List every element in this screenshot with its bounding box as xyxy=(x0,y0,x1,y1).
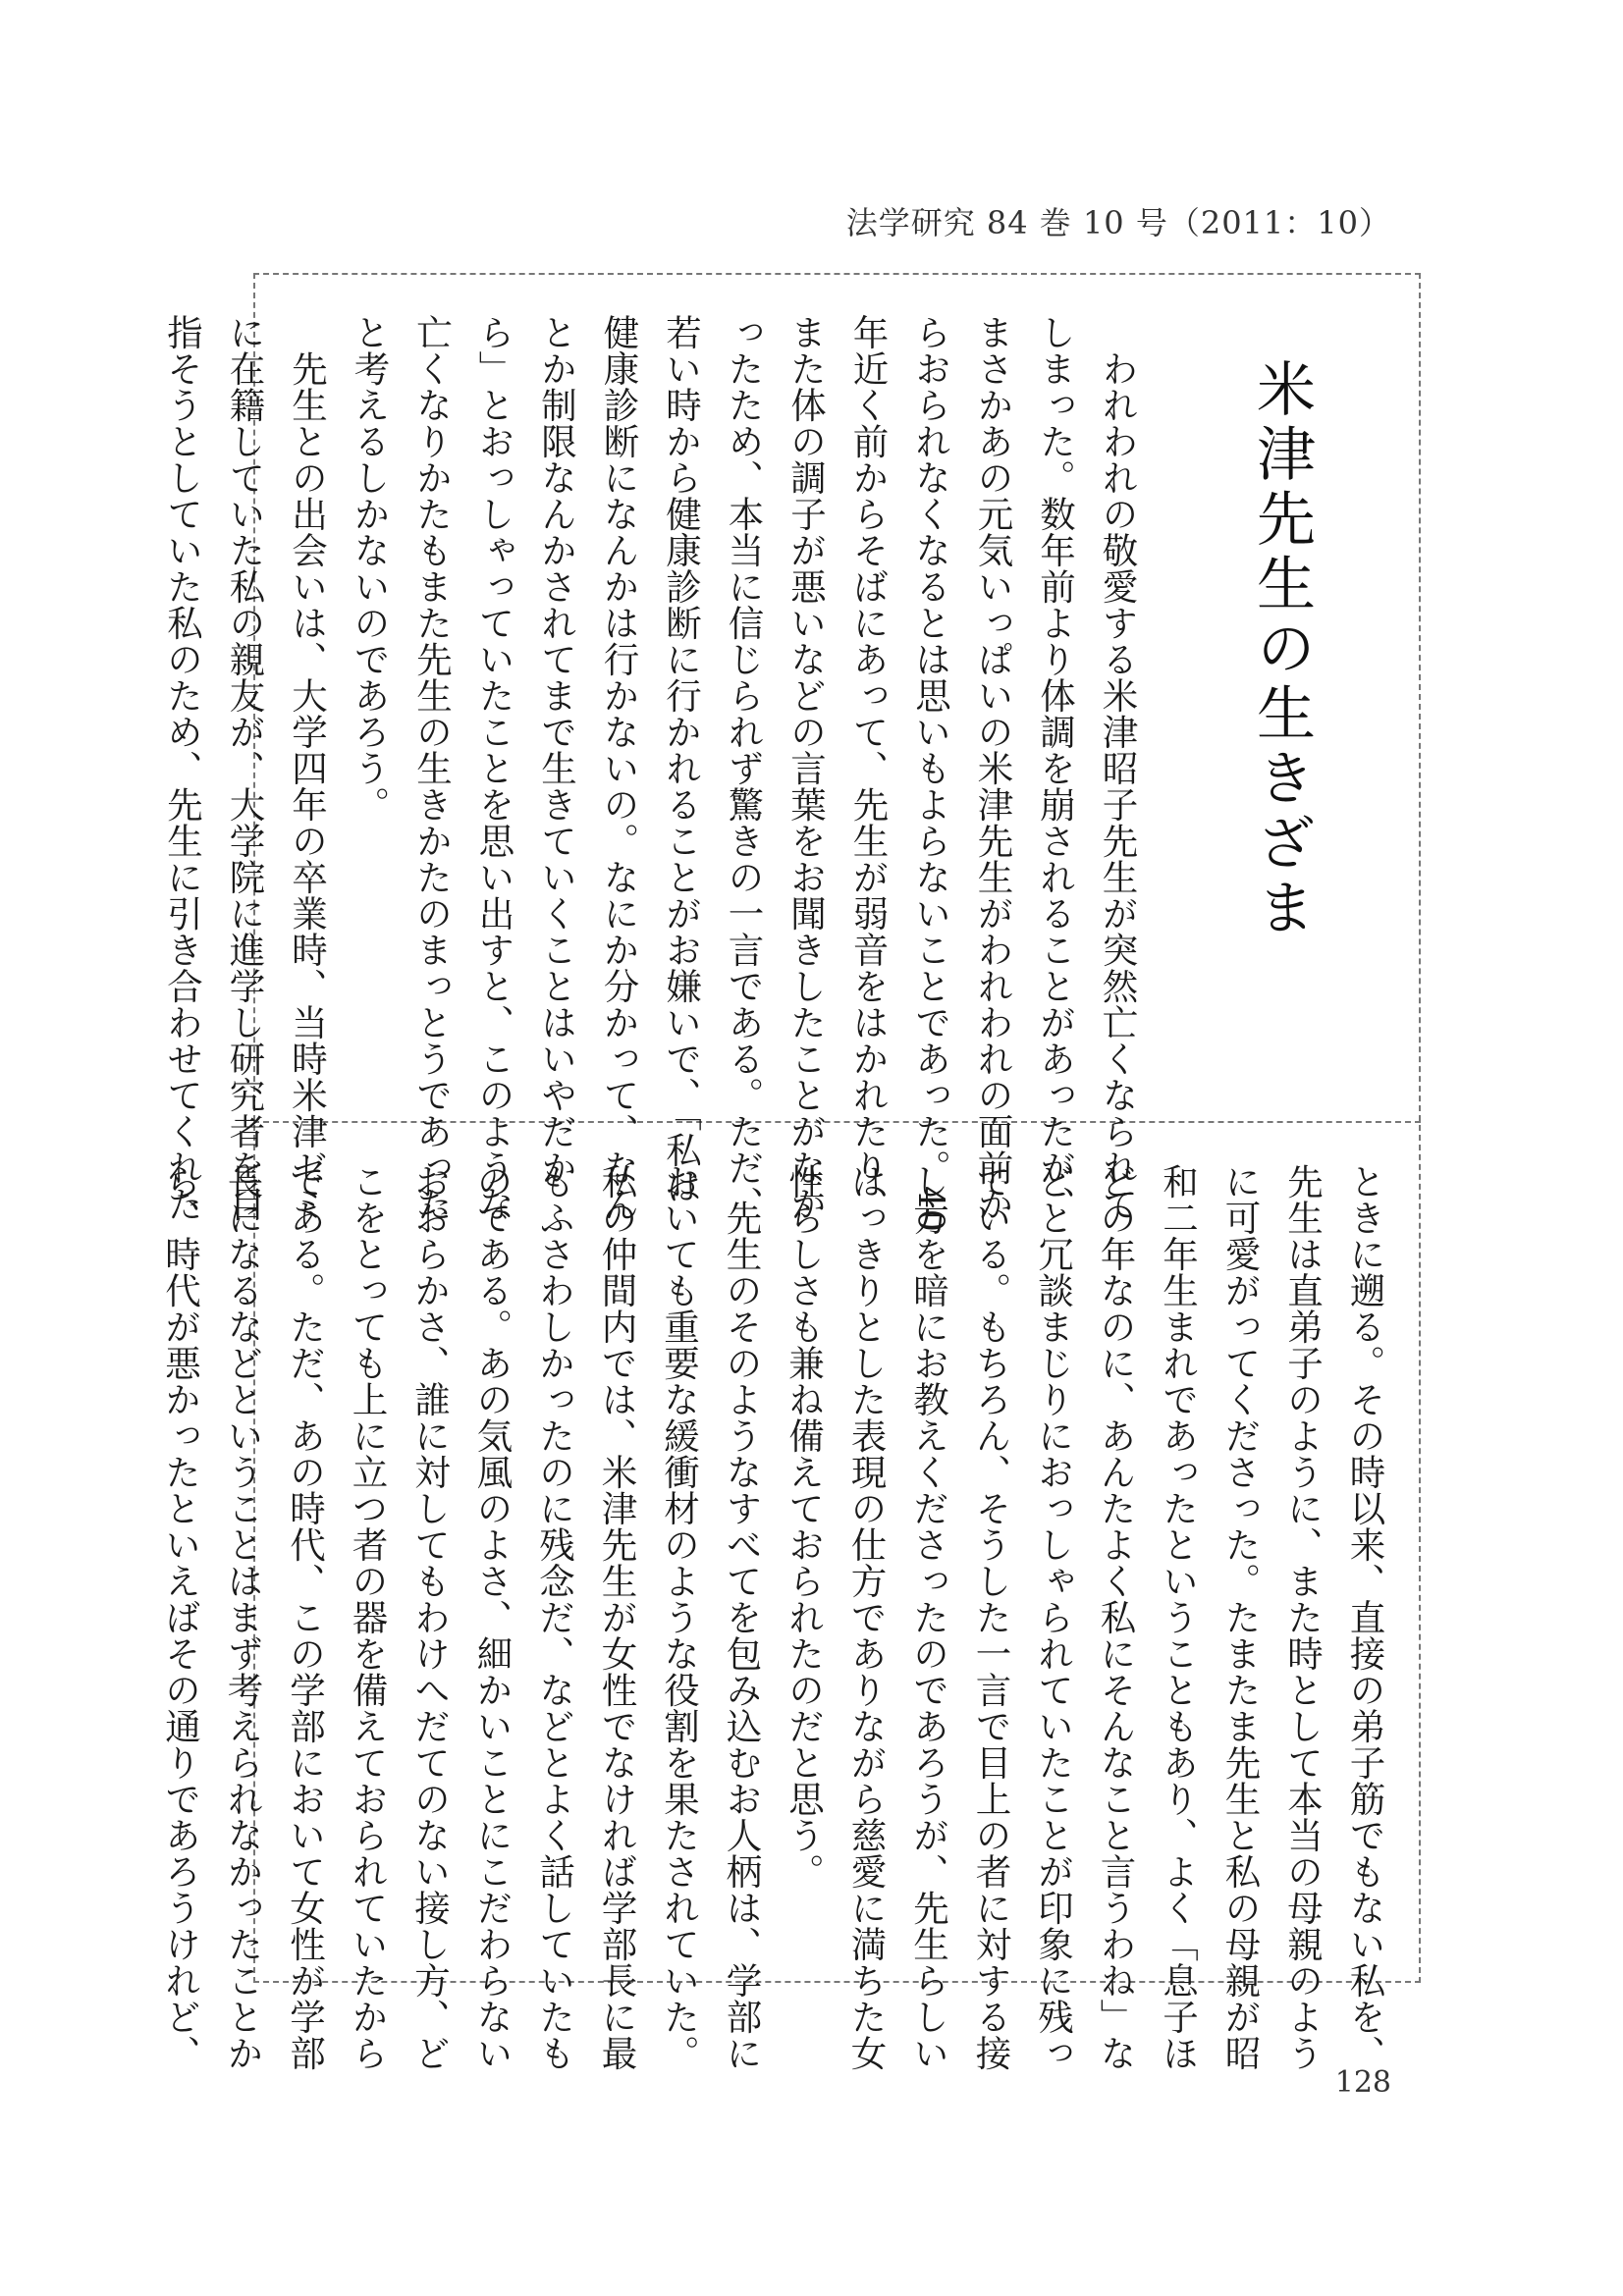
text-column: どと冗談まじりにおっしゃられていたことが印象に残っ xyxy=(1032,1163,1075,2071)
text-column: ときに遡る。その時以来、直接の弟子筋でもない私を、 xyxy=(1344,1163,1386,2071)
lower-text-block xyxy=(159,1163,1396,2071)
text-column: まさかあの元気いっぱいの米津先生がわれわれの面前か xyxy=(972,314,1014,1222)
text-column: である。ただ、あの時代、この学部において女性が学部 xyxy=(284,1163,327,2071)
text-column: また体の調子が悪いなどの言葉をお聞きしたことがなか xyxy=(784,314,828,1222)
text-column: こをとっても上に立つ者の器を備えておられていたから xyxy=(347,1163,389,2071)
text-column: 指そうとしていた私のため、先生に引き合わせてくれた xyxy=(161,314,204,1222)
running-header: 法学研究 84 巻 10 号（2011：10） xyxy=(845,204,1391,241)
text-column: 性らしさも兼ね備えておられたのだと思う。 xyxy=(783,1163,826,1890)
text-column: 若い時から健康診断に行かれることがお嫌いで、「私は xyxy=(660,314,703,1204)
text-column: しまった。数年前より体調を崩されることがあったが、 xyxy=(1034,314,1077,1222)
text-column: 先生は直弟子のように、また時として本当の母親のよう xyxy=(1281,1163,1325,2071)
text-column: のである。あの気風のよさ、細かいことにこだわらない xyxy=(471,1163,514,2071)
text-column: 亡くなりかたもまた先生の生きかたのまっとうであった xyxy=(410,314,454,1222)
text-column: どの年なのに、あんたよく私にそんなこと言うわね」な xyxy=(1095,1163,1137,2071)
text-column: 健康診断になんかは行かないの。なにか分かって、なん xyxy=(598,314,640,1222)
text-column: 先生との出会いは、大学四年の卒業時、当時米津ゼミ xyxy=(286,314,329,1222)
text-column: もふさわしかったのに残念だ、などとよく話していたも xyxy=(533,1163,576,2071)
text-column: に可愛がってくださった。たまたま先生と私の母親が昭 xyxy=(1219,1163,1262,2071)
text-column: ら」とおっしゃっていたことを思い出すと、このような xyxy=(473,314,515,1222)
text-column: おいても重要な緩衝材のような役割を果たされていた。 xyxy=(658,1163,701,2071)
text-column: ている。もちろん、そうした一言で目上の者に対する接 xyxy=(970,1163,1012,2071)
text-column: 年近く前からそばにあって、先生が弱音をはかれたり、 xyxy=(847,314,890,1222)
text-column: ったため、本当に信じられず驚きの一言である。ただ、 xyxy=(723,314,765,1222)
text-column: に在籍していた私の親友が、大学院に進学し研究者を目 xyxy=(224,314,266,1222)
text-column: おおらかさ、誰に対してもわけへだてのない接し方、ど xyxy=(408,1163,452,2071)
text-column: 和二年生まれであったということもあり、よく「息子ほ xyxy=(1157,1163,1200,2071)
text-column: と考えるしかないのであろう。 xyxy=(349,314,391,823)
text-column: 私の仲間内では、米津先生が女性でなければ学部長に最 xyxy=(596,1163,638,2071)
text-column: とか制限なんかされてまで生きていくことはいやだか xyxy=(535,314,578,1186)
page-number: 128 xyxy=(1334,2065,1391,2100)
text-column: らおられなくなるとは思いもよらないことであった。40 xyxy=(909,314,952,1233)
text-column: ら、時代が悪かったといえばその通りであろうけれど、 xyxy=(159,1163,202,2071)
text-column: 先生のそのようなすべてを包み込むお人柄は、学部に xyxy=(721,1163,763,2071)
article-title: 米津先生の生きざま xyxy=(1247,358,1316,941)
text-column: 長になるなどということはまず考えられなかったことか xyxy=(222,1163,264,2071)
text-column: われわれの敬愛する米津昭子先生が突然亡くなられて xyxy=(1097,314,1139,1222)
upper-text-block xyxy=(161,314,1149,1233)
text-column: はっきりとした表現の仕方でありながら慈愛に満ちた女 xyxy=(845,1163,888,2071)
text-column: し方を暗にお教えくださったのであろうが、先生らしい xyxy=(907,1163,950,2071)
